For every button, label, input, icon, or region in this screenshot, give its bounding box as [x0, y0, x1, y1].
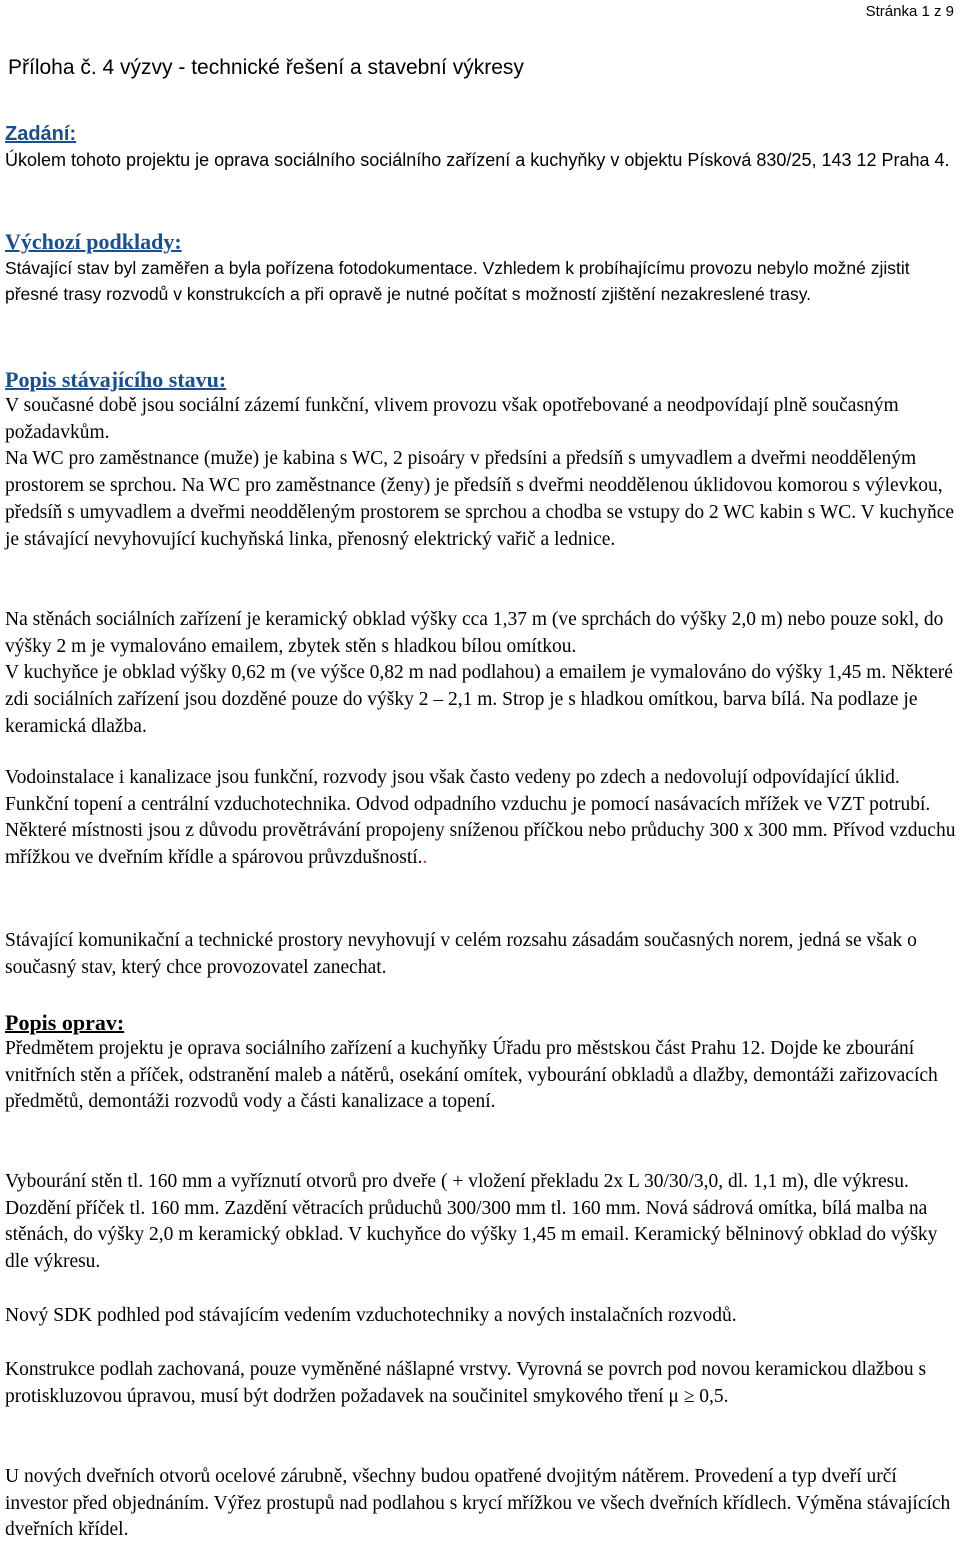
stav-paragraph-6-text: Funkční topení a centrální vzduchotechnika. Odvod odpadního vzduchu je pomocí nasávacích mřížek ve VZT potrubí. Některé místnosti jsou z důvodu provětrávání propojeny sníženou příčkou nebo průduchy 300 x 300 mm. Přívod vzduchu mřížkou ve dveřním křídle a spárovou průvzdušností. — [5, 793, 956, 869]
stav-paragraph-2: Na WC pro zaměstnance (muže) je kabina s WC, 2 pisoáry v předsíni a předsíň s umyvadlem a dveřmi neodděleným prostorem se sprchou. Na WC pro zaměstnance (ženy) je předsíň s dveřmi neoddělenou úklidovou komorou s výlevkou, předsíň s umyvadlem a dveřmi neodděleným prostorem se sprchou a chodba se vstupy do 2 WC kabin s WC. V kuchyňce je stávající nevyhovující kuchyňská linka, přenosný elektrický vařič a lednice. — [5, 448, 955, 550]
section-zadani — [5, 121, 957, 174]
section-opravy-sdk — [5, 1303, 957, 1330]
stav-paragraph-5: Vodoinstalace i kanalizace jsou funkční, rozvody jsou však často vedeny po zdech a nedovolují odpovídající úklid. — [5, 767, 900, 788]
heading-zadani: Zadání: — [5, 123, 77, 145]
heading-stav: Popis stávajícího stavu: — [5, 367, 227, 392]
stav-paragraph-7: Stávající komunikační a technické prostory nevyhovují v celém rozsahu zásadám současných norem, jedná se však o současný stav, který chce provozovatel zanechat. — [5, 930, 917, 978]
stav-paragraph-1: V současné době jsou sociální zázemí funkční, vlivem provozu však opotřebované a neodpovídají plně současným požadavkům. — [5, 395, 899, 443]
stav-paragraph-4: V kuchyňce je obklad výšky 0,62 m (ve výšce 0,82 m nad podlahou) a emailem je vymalováno do výšky 1,45 m. Některé zdi sociálních zařízení jsou dozděné pouze do výšky 2 – 2,1 m. Strop je s hladkou omítkou, barva bílá. Na podlaze je keramická dlažba. — [5, 662, 953, 737]
section-podklady — [5, 229, 957, 307]
podklady-text: Stávající stav byl zaměřen a byla pořízena fotodokumentace. Vzhledem k probíhajícímu provozu nebylo možné zjistit přesné trasy rozvodů v konstrukcích a při opravě je nutné počítat s možností zjištění nezakreslené trasy. — [5, 258, 910, 304]
heading-opravy: Popis oprav: — [5, 1010, 125, 1035]
section-opravy-bourani — [5, 1169, 957, 1276]
stav-paragraph-3: Na stěnách sociálních zařízení je keramický obklad výšky cca 1,37 m (ve sprchách do výšky 2,0 m) nebo pouze sokl, do výšky 2 m je vymalováno emailem, zbytek stěn s hladkou bílou omítkou. — [5, 609, 944, 657]
stav-paragraph-6 — [5, 792, 957, 872]
opravy-paragraph-4: Konstrukce podlah zachovaná, pouze vyměněné nášlapné vrstvy. Vyrovná se povrch pod novou keramickou dlažbou s protiskluzovou úpravou, musí být dodržen požadavek na součinitel smykového tření μ ≥ 0,5. — [5, 1359, 927, 1407]
section-opravy-dvere — [5, 1464, 957, 1544]
stav-paragraph-6-tail: . — [422, 847, 428, 869]
section-stav-instalace — [5, 765, 957, 872]
opravy-paragraph-2: Vybourání stěn tl. 160 mm a vyříznutí otvorů pro dveře ( + vložení překladu 2x L 30/30/3,0, dl. 1,1 m), dle výkresu. Dozdění příček tl. 160 mm. Zazdění větracích průduchů 300/300 mm tl. 160 mm. Nová sádrová omítka, bílá malba na stěnách, do výšky 2,0 m keramický obklad. V kuchyňce do výšky 1,45 m email. Keramický bělninový obklad do výšky dle výkresu. — [5, 1171, 938, 1273]
section-stav-obklady — [5, 607, 957, 741]
section-opravy — [5, 1010, 957, 1116]
opravy-paragraph-5: U nových dveřních otvorů ocelové zárubně, všechny budou opatřené dvojitým nátěrem. Provedení a typ dveří určí investor před objednáním. Výřez prostupů nad podlahou s krycí mřížkou ve všech dveřních křídlech. Výměna stávajících dveřních křídel. — [5, 1466, 951, 1541]
document-title: Příloha č. 4 výzvy - technické řešení a stavební výkresy — [8, 56, 524, 79]
section-opravy-podlahy — [5, 1357, 957, 1410]
opravy-paragraph-1: Předmětem projektu je oprava sociálního zařízení a kuchyňky Úřadu pro městskou část Prahu 12. Dojde ke zbourání vnitřních stěn a příček, odstranění maleb a nátěrů, osekání omítek, vybourání obkladů a dlažby, demontáži zařizovacích předmětů, demontáži rozvodů vody a části kanalizace a topení. — [5, 1038, 938, 1113]
opravy-paragraph-3: Nový SDK podhled pod stávajícím vedením vzduchotechniky a nových instalačních rozvodů. — [5, 1305, 737, 1326]
heading-podklady: Výchozí podklady: — [5, 229, 182, 254]
page-number: Stránka 1 z 9 — [865, 3, 954, 20]
zadani-text: Úkolem tohoto projektu je oprava sociálního sociálního zařízení a kuchyňky v objektu Písková 830/25, 143 12 Praha 4. — [5, 150, 950, 170]
section-stav — [5, 367, 957, 553]
section-stav-komunikace — [5, 928, 957, 981]
